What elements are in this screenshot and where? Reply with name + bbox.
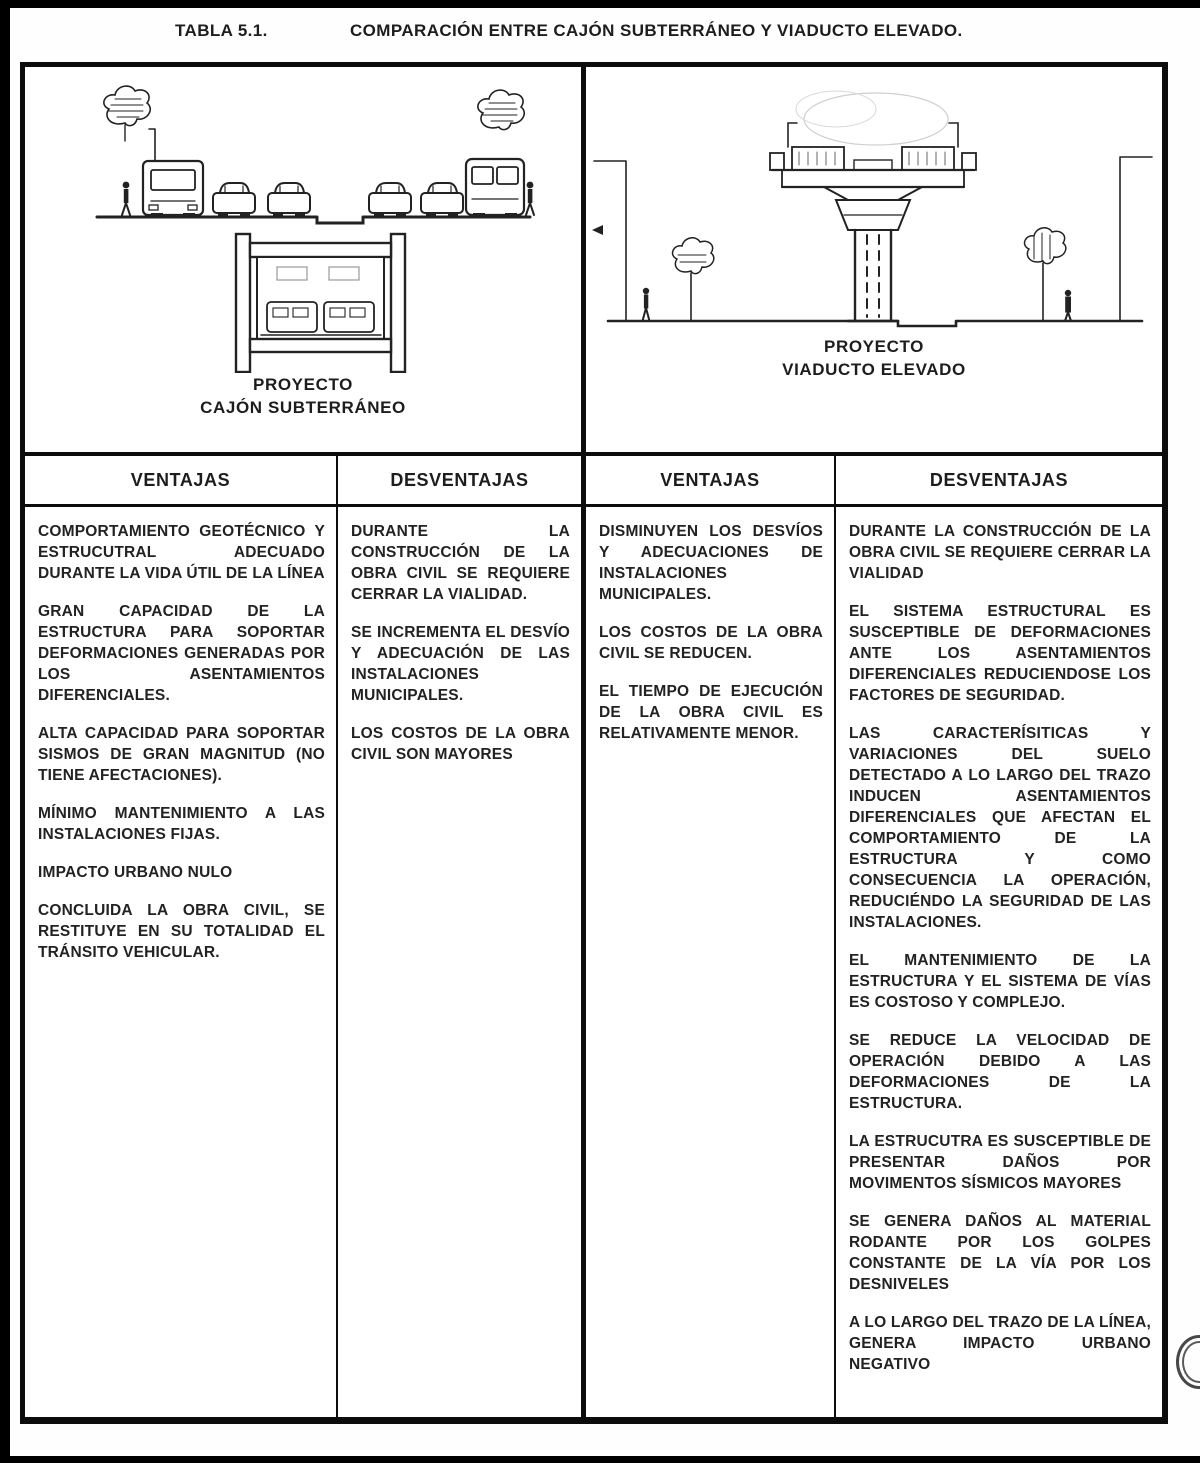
figure-cell-cajon xyxy=(25,67,586,452)
paragraph: SE INCREMENTA EL DESVÍO Y ADECUACIÓN DE LAS INSTALACIONES MUNICIPALES. xyxy=(351,624,570,704)
column-viaducto-desventajas xyxy=(836,507,1162,1417)
figure-caption-cajon xyxy=(25,373,581,419)
arrow-icon xyxy=(592,225,603,235)
document-title-row xyxy=(0,21,1200,51)
figure-caption-line1: PROYECTO xyxy=(253,375,353,394)
van-icon xyxy=(466,159,524,218)
figure-caption-line1: PROYECTO xyxy=(824,337,924,356)
person-icon xyxy=(526,182,534,215)
paragraph: MÍNIMO MANTENIMIENTO A LAS INSTALACIONES FIJAS. xyxy=(38,805,325,843)
paragraph: EL MANTENIMIENTO DE LA ESTRUCTURA Y EL SISTEMA DE VÍAS ES COSTOSO Y COMPLEJO. xyxy=(849,952,1151,1011)
bus-icon xyxy=(143,161,203,218)
figure-cell-viaducto xyxy=(586,67,1162,452)
paragraph: EL TIEMPO DE EJECUCIÓN DE LA OBRA CIVIL ES RELATIVAMENTE MENOR. xyxy=(599,683,823,742)
paragraph: LAS CARACTERÍSITICAS Y VARIACIONES DEL SUELO DETECTADO A LO LARGO DEL TRAZO INDUCEN ASENTAMIENTOS DIFERENCIALES QUE AFECTAN EL COMPORTAMIENTO DE LA ESTRUCTURA Y COMO CONSECUENCIA LA OPERACIÓN, REDUCIÉNDO LA SEGURIDAD DE LAS INSTALACIONES. xyxy=(849,725,1151,931)
train-icon xyxy=(902,147,954,170)
tree-icon xyxy=(478,90,524,130)
paragraph: LA ESTRUCUTRA ES SUSCEPTIBLE DE PRESENTAR DAÑOS POR MOVIMENTOS SÍSMICOS MAYORES xyxy=(849,1133,1151,1192)
viaduct-deck-drawing xyxy=(770,123,976,200)
column-viaducto-ventajas xyxy=(586,507,836,1417)
paragraph: EL SISTEMA ESTRUCTURAL ES SUSCEPTIBLE DE DEFORMACIONES ANTE LOS ASENTAMIENTOS DIFERENCIALES REDUCIENDOSE LOS FACTORES DE SEGURIDAD. xyxy=(849,603,1151,704)
paragraph: A LO LARGO DEL TRAZO DE LA LÍNEA, GENERA IMPACTO URBANO NEGATIVO xyxy=(849,1314,1151,1373)
column-cajon-desventajas xyxy=(338,507,586,1417)
person-icon xyxy=(122,182,130,215)
car-icon xyxy=(213,183,255,217)
body-row xyxy=(25,507,1162,1417)
underground-box-drawing xyxy=(236,234,405,372)
header-cajon-desventajas: DESVENTAJAS xyxy=(338,456,586,504)
comparison-table xyxy=(20,62,1168,1424)
scan-edge-left xyxy=(0,0,10,1463)
header-cajon-ventajas: VENTAJAS xyxy=(25,456,338,504)
page-title: COMPARACIÓN ENTRE CAJÓN SUBTERRÁNEO Y VIADUCTO ELEVADO. xyxy=(350,21,963,40)
paragraph: ALTA CAPACIDAD PARA SOPORTAR SISMOS DE GRAN MAGNITUD (NO TIENE AFECTACIONES). xyxy=(38,725,325,784)
train-icon xyxy=(267,302,317,332)
tree-icon xyxy=(104,86,150,141)
figures-row xyxy=(25,67,1162,456)
paragraph: COMPORTAMIENTO GEOTÉCNICO Y ESTRUCUTRAL ADECUADO DURANTE LA VIDA ÚTIL DE LA LÍNEA xyxy=(38,523,325,582)
building-outline-right xyxy=(1120,157,1152,321)
car-icon xyxy=(421,183,463,217)
paragraph: CONCLUIDA LA OBRA CIVIL, SE RESTITUYE EN SU TOTALIDAD EL TRÁNSITO VEHICULAR. xyxy=(38,902,325,961)
stamp-circle xyxy=(1176,1335,1200,1389)
car-icon xyxy=(268,183,310,217)
cajon-cross-section-drawing xyxy=(25,67,581,373)
scan-edge-bottom xyxy=(0,1456,1200,1463)
paragraph: DISMINUYEN LOS DESVÍOS Y ADECUACIONES DE INSTALACIONES MUNICIPALES. xyxy=(599,523,823,603)
person-icon xyxy=(1065,290,1071,321)
car-icon xyxy=(369,183,411,217)
paragraph: LOS COSTOS DE LA OBRA CIVIL SE REDUCEN. xyxy=(599,624,823,662)
paragraph: IMPACTO URBANO NULO xyxy=(38,864,233,881)
column-cajon-ventajas xyxy=(25,507,338,1417)
figure-caption-line2: CAJÓN SUBTERRÁNEO xyxy=(200,398,406,417)
figure-caption-line2: VIADUCTO ELEVADO xyxy=(782,360,966,379)
table-label: TABLA 5.1. xyxy=(175,21,268,40)
building-outline-left xyxy=(594,161,626,321)
person-icon xyxy=(643,288,650,321)
paragraph: SE GENERA DAÑOS AL MATERIAL RODANTE POR LOS GOLPES CONSTANTE DE LA VÍA POR LOS DESNIVELES xyxy=(849,1213,1151,1293)
viaducto-cross-section-drawing xyxy=(586,67,1162,333)
header-viaducto-ventajas: VENTAJAS xyxy=(586,456,836,504)
headers-row xyxy=(25,456,1162,507)
header-viaducto-desventajas: DESVENTAJAS xyxy=(929,469,1069,490)
paragraph: SE REDUCE LA VELOCIDAD DE OPERACIÓN DEBIDO A LAS DEFORMACIONES DE LA ESTRUCTURA. xyxy=(849,1032,1151,1112)
tree-icon xyxy=(1025,228,1066,321)
tree-icon xyxy=(673,238,714,321)
paragraph: DURANTE LA CONSTRUCCIÓN DE LA OBRA CIVIL SE REQUIERE CERRAR LA VIALIDAD. xyxy=(351,523,570,603)
scan-edge-top xyxy=(0,0,1200,8)
pier-drawing xyxy=(836,200,910,321)
paragraph: DURANTE LA CONSTRUCCIÓN DE LA OBRA CIVIL SE REQUIERE CERRAR LA VIALIDAD xyxy=(849,523,1151,582)
train-icon xyxy=(792,147,844,170)
paragraph: LOS COSTOS DE LA OBRA CIVIL SON MAYORES xyxy=(351,725,570,763)
paragraph: GRAN CAPACIDAD DE LA ESTRUCTURA PARA SOPORTAR DEFORMACIONES GENERADAS POR LOS ASENTAMIENTOS DIFERENCIALES. xyxy=(38,603,325,704)
train-icon xyxy=(324,302,374,332)
figure-caption-viaducto xyxy=(586,335,1162,381)
